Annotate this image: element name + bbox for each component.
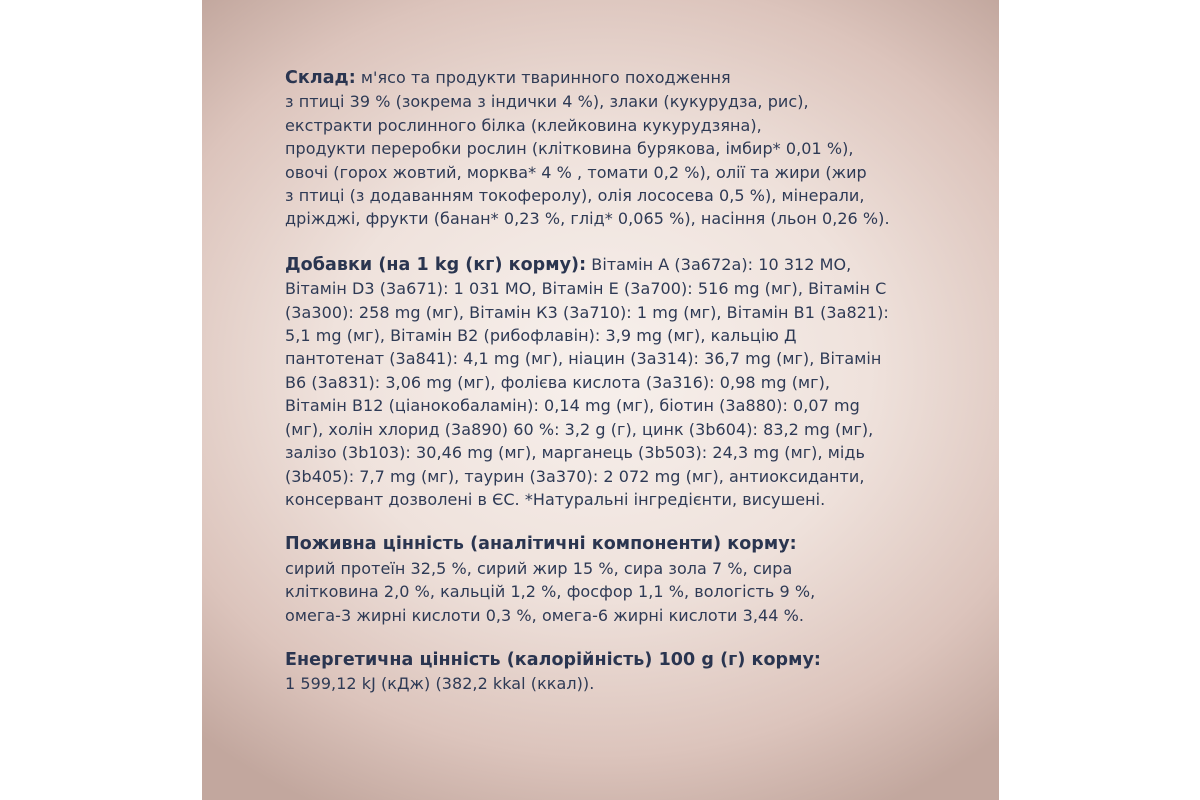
nutrition-line: клітковина 2,0 %, кальцій 1,2 %, фосфор 1,1 %, вологість 9 %,: [285, 582, 816, 602]
additives-line: 5,1 mg (мг), Вітамін В2 (рибофлавін): 3,9 mg (мг), кальцію Д: [285, 326, 797, 346]
additives-section: [285, 253, 945, 511]
nutrition-section: [285, 533, 945, 627]
nutrition-line: сирий протеїн 32,5 %, сирий жир 15 %, сира зола 7 %, сира: [285, 558, 793, 578]
additives-text: Вітамін А (3а672а): 10 312 МО,: [586, 254, 852, 274]
additives-line: (3b405): 7,7 mg (мг), таурин (3а370): 2 072 mg (мг), антиоксиданти,: [285, 466, 865, 486]
additives-heading: Добавки (на 1 kg (кг) корму):: [285, 254, 587, 275]
additives-line: пантотенат (3а841): 4,1 mg (мг), ніацин (3а314): 36,7 mg (мг), Вітамін: [285, 349, 882, 369]
additives-line: консервант дозволені в ЄС. *Натуральні інгредієнти, висушені.: [285, 489, 826, 509]
composition-line: з птиці 39 % (зокрема з індички 4 %), злаки (кукурудза, рис),: [285, 92, 809, 112]
nutrition-heading: Поживна цінність (аналітичні компоненти) корму:: [285, 534, 797, 555]
additives-line-1: [285, 253, 945, 277]
composition-line: овочі (горох жовтий, морква* 4 % , томати 0,2 %), олії та жири (жир: [285, 162, 867, 182]
composition-line: екстракти рослинного білка (клейковина кукурудзяна),: [285, 115, 762, 135]
nutrition-line: омега-3 жирні кислоти 0,3 %, омега-6 жирні кислоти 3,44 %.: [285, 605, 804, 625]
composition-line: продукти переробки рослин (клітковина бурякова, імбир* 0,01 %),: [285, 139, 854, 159]
energy-line: 1 599,12 kJ (кДж) (382,2 kkal (ккал)).: [285, 674, 595, 694]
energy-section: [285, 649, 945, 696]
additives-line: залізо (3b103): 30,46 mg (мг), марганець (3b503): 24,3 mg (мг), мідь: [285, 443, 865, 463]
additives-line: (3а300): 258 mg (мг), Вітамін К3 (3а710): 1 mg (мг), Вітамін В1 (3а821):: [285, 302, 889, 322]
label-panel: [202, 0, 999, 800]
composition-line: з птиці (з додаванням токоферолу), олія лососева 0,5 %), мінерали,: [285, 186, 865, 206]
additives-line: (мг), холін хлорид (3а890) 60 %: 3,2 g (г), цинк (3b604): 83,2 mg (мг),: [285, 419, 874, 439]
energy-heading: Енергетична цінність (калорійність) 100 g (г) корму:: [285, 649, 821, 670]
composition-line: дріжджі, фрукти (банан* 0,23 %, глід* 0,065 %), насіння (льон 0,26 %).: [285, 209, 890, 229]
composition-line-1: [285, 66, 945, 90]
label-text-block: [285, 66, 945, 718]
additives-line: Вітамін В12 (ціанокобаламін): 0,14 mg (мг), біотин (3а880): 0,07 mg: [285, 396, 860, 416]
composition-text: м'ясо та продукти тваринного походження: [355, 68, 731, 87]
additives-line: В6 (3а831): 3,06 mg (мг), фолієва кислота (3а316): 0,98 mg (мг),: [285, 372, 830, 392]
additives-line: Вітамін D3 (3а671): 1 031 МО, Вітамін Е (3а700): 516 mg (мг), Вітамін С: [285, 279, 887, 299]
composition-heading: Склад:: [285, 68, 356, 88]
composition-section: [285, 66, 945, 231]
